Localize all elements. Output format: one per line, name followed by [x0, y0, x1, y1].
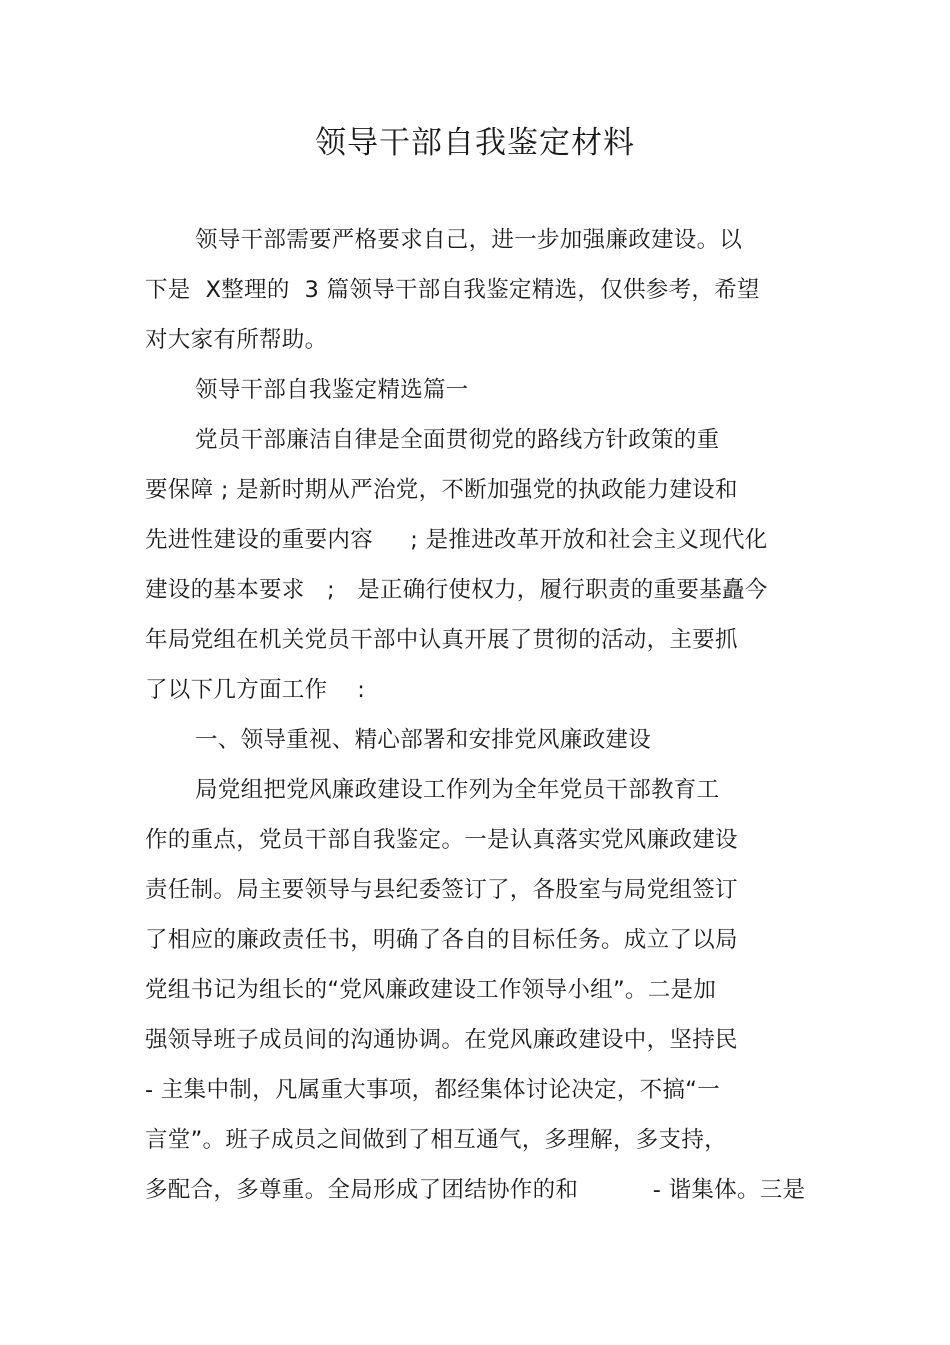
- paragraph-line: - 主集中制，凡属重大事项，都经集体讨论决定，不搞“一: [145, 1077, 721, 1103]
- section-heading: 领导干部自我鉴定精选篇一: [195, 377, 469, 403]
- document-title: 领导干部自我鉴定材料: [315, 125, 635, 161]
- paragraph-line: 责任制。局主要领导与县纪委签订了，各股室与局党组签订: [145, 877, 738, 903]
- paragraph-line: 要保障 ; 是新时期从严治党，不断加强党的执政能力建设和: [145, 477, 738, 503]
- paragraph-line: 领导干部需要严格要求自己，进一步加强廉政建设。以: [195, 227, 743, 253]
- paragraph-line: 先进性建设的重要内容 ; 是推进改革开放和社会主义现代化: [145, 527, 768, 553]
- section-heading: 一、领导重视、精心部署和安排党风廉政建设: [195, 727, 652, 753]
- paragraph-line: 作的重点，党员干部自我鉴定。一是认真落实党风廉政建设: [145, 827, 738, 853]
- paragraph-line: 言堂”。班子成员之间做到了相互通气，多理解，多支持，: [145, 1127, 727, 1153]
- paragraph-line: 强领导班子成员间的沟通协调。在党风廉政建设中，坚持民: [145, 1027, 738, 1053]
- paragraph-line: 党组书记为组长的“党风廉政建设工作领导小组”。二是加: [145, 977, 717, 1003]
- paragraph-line: 年局党组在机关党员干部中认真开展了贯彻的活动，主要抓: [145, 627, 738, 653]
- paragraph-line: 了相应的廉政责任书，明确了各自的目标任务。成立了以局: [145, 927, 738, 953]
- paragraph-line: 多配合，多尊重。全局形成了团结协作的和 - 谐集体。三是: [145, 1177, 806, 1203]
- paragraph-line: 对大家有所帮助。: [145, 327, 328, 353]
- paragraph-line: 下是 X整理的 3 篇领导干部自我鉴定精选，仅供参考，希望: [145, 277, 760, 303]
- paragraph-line: 建设的基本要求 ; 是正确行使权力，履行职责的重要基矗今: [145, 577, 768, 603]
- paragraph-line: 了以下几方面工作 :: [145, 677, 366, 703]
- paragraph-line: 局党组把党风廉政建设工作列为全年党员干部教育工: [195, 777, 720, 803]
- paragraph-line: 党员干部廉洁自律是全面贯彻党的路线方针政策的重: [195, 427, 720, 453]
